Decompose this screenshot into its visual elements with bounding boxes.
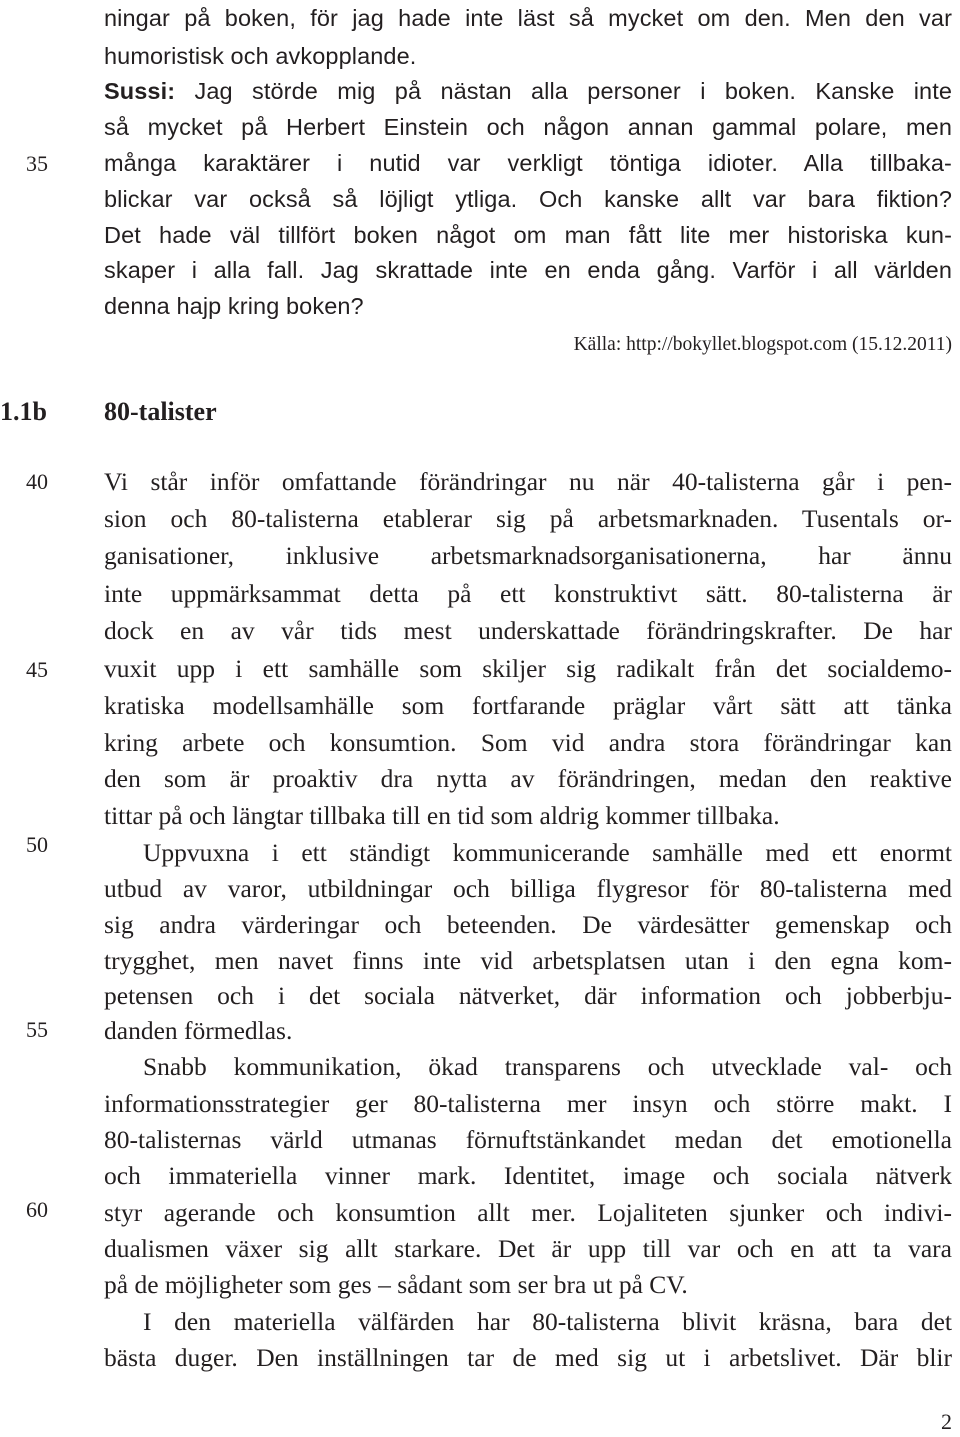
body-line: trygghet, men navet finns inte vid arbetsplatsen utan i den egna kom- <box>104 946 952 975</box>
line-number: 35 <box>26 151 48 176</box>
section-number: 1.1b <box>0 397 47 426</box>
quote-line: så mycket på Herbert Einstein och någon annan gammal polare, men <box>104 114 952 140</box>
quote-line: blickar var också så löjligt ytliga. Och kanske allt var bara fiktion? <box>104 186 952 212</box>
quote-line: denna hajp kring boken? <box>104 293 364 319</box>
body-line: dock en av vår tids mest underskattade förändringskrafter. De har <box>104 616 952 645</box>
body-line: Uppvuxna i ett ständigt kommunicerande samhälle med ett enormt <box>143 838 952 867</box>
quote-text: Jag störde mig på nästan alla personer i boken. Kanske inte <box>175 78 952 104</box>
quote-line: ningar på boken, för jag hade inte läst så mycket om den. Men den var <box>104 5 952 31</box>
body-line: den som är proaktiv dra nytta av förändringen, medan den reaktive <box>104 764 952 793</box>
body-line: 80-talisternas värld utmanas förnuftstänkandet medan det emotionella <box>104 1125 952 1154</box>
body-line: sig andra värderingar och beteenden. De värdesätter gemenskap och <box>104 910 952 939</box>
body-line: tittar på och längtar tillbaka till en tid som aldrig kommer tillbaka. <box>104 801 780 830</box>
body-line: kratiska modellsamhälle som fortfarande präglar vårt sätt att tänka <box>104 691 952 720</box>
quote-line: skaper i alla fall. Jag skrattade inte en enda gång. Varför i all världen <box>104 257 952 283</box>
body-line: sion och 80-talisterna etablerar sig på arbetsmarknaden. Tusentals or- <box>104 504 952 533</box>
line-number: 45 <box>26 657 48 682</box>
body-line: petensen och i det sociala nätverket, där information och jobberbju- <box>104 981 952 1010</box>
body-line: danden förmedlas. <box>104 1016 293 1045</box>
line-number: 60 <box>26 1197 48 1222</box>
quote-line: Det hade väl tillfört boken något om man fått lite mer historiska kun- <box>104 222 952 248</box>
body-line: Snabb kommunikation, ökad transparens och utvecklade val- och <box>143 1052 952 1081</box>
quote-line: många karaktärer i nutid var verkligt töntiga idioter. Alla tillbaka- <box>104 150 952 176</box>
body-line: Vi står inför omfattande förändringar nu när 40-talisterna går i pen- <box>104 467 952 496</box>
body-line: inte uppmärksammat detta på ett konstruktivt sätt. 80-talisterna är <box>104 579 952 608</box>
page-number: 2 <box>941 1409 952 1434</box>
line-number: 40 <box>26 469 48 494</box>
body-line: informationsstrategier ger 80-talisterna mer insyn och större makt. I <box>104 1089 952 1118</box>
body-line: ganisationer, inklusive arbetsmarknadsorganisationerna, har ännu <box>104 541 952 570</box>
body-line: kring arbete och konsumtion. Som vid andra stora förändringar kan <box>104 728 952 757</box>
body-line: vuxit upp i ett samhälle som skiljer sig radikalt från det socialdemo- <box>104 654 952 683</box>
body-line: dualismen växer sig allt starkare. Det är upp till var och en att ta vara <box>104 1234 952 1263</box>
body-line: och immateriella vinner mark. Identitet, image och sociala nätverk <box>104 1161 952 1190</box>
source-citation: Källa: http://bokyllet.blogspot.com (15.12.2011) <box>573 334 952 355</box>
section-title: 80-talister <box>104 397 217 426</box>
body-line: I den materiella välfärden har 80-talisterna blivit kräsna, bara det <box>143 1307 952 1336</box>
body-line: bästa duger. Den inställningen tar de med sig ut i arbetslivet. Där blir <box>104 1343 952 1372</box>
quote-line <box>104 73 952 110</box>
body-line: på de möjligheter som ges – sådant som ser bra ut på CV. <box>104 1270 688 1299</box>
quote-speaker: Sussi: <box>104 78 176 104</box>
line-number: 55 <box>26 1017 48 1042</box>
line-number: 50 <box>26 832 48 857</box>
body-line: styr agerande och konsumtion allt mer. Lojaliteten sjunker och indivi- <box>104 1198 952 1227</box>
quote-line: humoristisk och avkopplande. <box>104 43 417 69</box>
body-line: utbud av varor, utbildningar och billiga flygresor för 80-talisterna med <box>104 874 952 903</box>
